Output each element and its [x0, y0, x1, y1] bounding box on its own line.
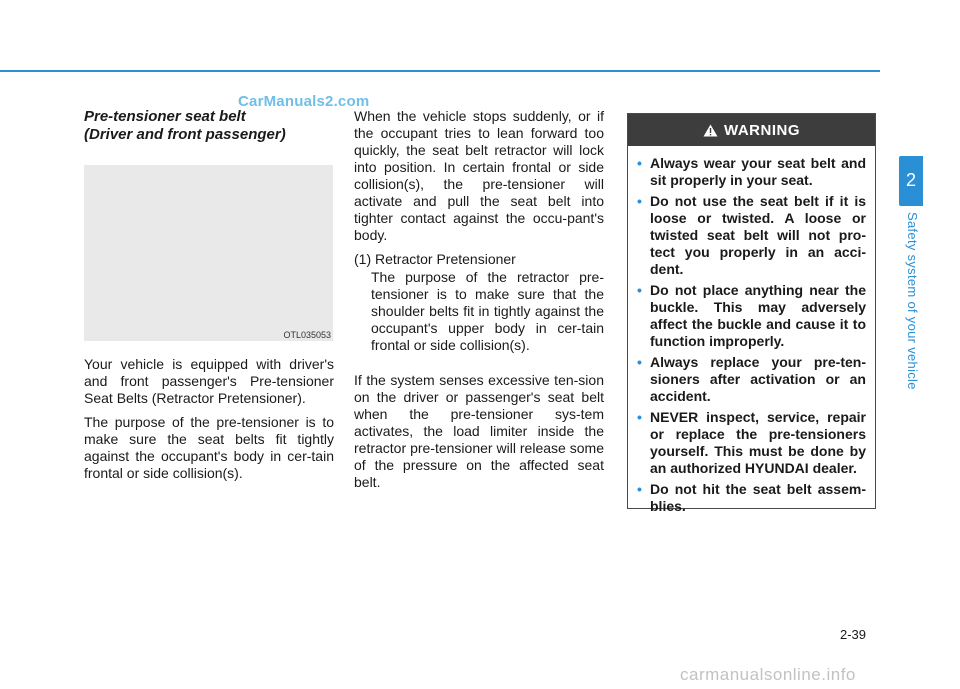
chapter-number: 2	[905, 170, 916, 190]
warning-item-text: Always replace your pre-ten-sioners after activation or an accident.	[650, 354, 866, 404]
paragraph-retractor-purpose: The purpose of the retractor pre-tensioner is to make sure that the shoulder belts fit in tightly against the occupant's upper body in cer-tain frontal or side collision(s).	[371, 269, 604, 353]
paragraph-sudden-stop: When the vehicle stops suddenly, or if the occupant tries to lean forward too quickly, the seat belt retractor will lock into position. In certain frontal or side collision(s), the pre-tensioner will activate and pull the seat belt into tighter contact against the occu-pant's body.	[354, 108, 604, 243]
warning-box	[627, 113, 876, 514]
bullet-icon: •	[637, 409, 642, 425]
chapter-title-vertical	[902, 212, 920, 396]
warning-title: WARNING	[724, 121, 800, 139]
chapter-tab	[899, 156, 923, 206]
left-column	[84, 108, 334, 482]
figure-code: OTL035053	[283, 330, 331, 340]
middle-column	[354, 108, 604, 491]
paragraph-purpose: The purpose of the pre-tensioner is to make sure the seat belts fit tightly against the occupant's body in cer-tain frontal or side collision(s).	[84, 414, 334, 481]
watermark-bottom[interactable]: carmanualsonline.info	[680, 665, 856, 684]
paragraph-equipped: Your vehicle is equipped with driver's and front passenger's Pre-tensioner Seat Belts (Retractor Pretensioner).	[84, 356, 334, 406]
warning-list	[628, 146, 875, 515]
bullet-icon: •	[637, 155, 642, 171]
seat-belt-figure	[84, 165, 333, 341]
section-title-line1: Pre-tensioner seat belt	[84, 108, 246, 125]
paragraph-load-limiter: If the system senses excessive ten-sion on the driver or passenger's seat belt when the pre-tensioner sys-tem activates, the load limiter inside the retractor pre-tensioner will release some of the pressure on the affected seat belt.	[354, 372, 604, 490]
top-divider	[0, 70, 880, 72]
warning-triangle-icon	[703, 124, 718, 137]
warning-item-text: Do not hit the seat belt assem-blies.	[650, 481, 866, 514]
warning-item-text: Always wear your seat belt and sit properly in your seat.	[650, 155, 866, 188]
warning-item	[637, 481, 866, 515]
warning-item	[637, 282, 866, 350]
warning-item-text: Do not place anything near the buckle. This may adversely affect the buckle and cause it to function improperly.	[650, 282, 866, 349]
bullet-icon: •	[637, 481, 642, 497]
section-title	[84, 108, 334, 144]
page-number: 2-39	[840, 627, 867, 642]
warning-item-text: Do not use the seat belt if it is loose or twisted. A loose or twisted seat belt will not pro-tect you properly in an acci-dent.	[650, 193, 866, 277]
watermark-top[interactable]: CarManuals2.com	[238, 93, 370, 110]
warning-item	[637, 354, 866, 405]
warning-item-text: NEVER inspect, service, repair or replace the pre-tensioners yourself. This must be done by an authorized HYUNDAI dealer.	[650, 409, 866, 476]
chapter-title: Safety system of your vehicle	[905, 212, 920, 390]
bullet-icon: •	[637, 354, 642, 370]
warning-item	[637, 155, 866, 189]
retractor-pretensioner-heading: (1) Retractor Pretensioner	[354, 251, 516, 267]
bullet-icon: •	[637, 282, 642, 298]
section-title-line2: (Driver and front passenger)	[84, 126, 286, 143]
warning-item	[637, 193, 866, 278]
bullet-icon: •	[637, 193, 642, 209]
warning-item	[637, 409, 866, 477]
warning-header	[628, 114, 875, 146]
